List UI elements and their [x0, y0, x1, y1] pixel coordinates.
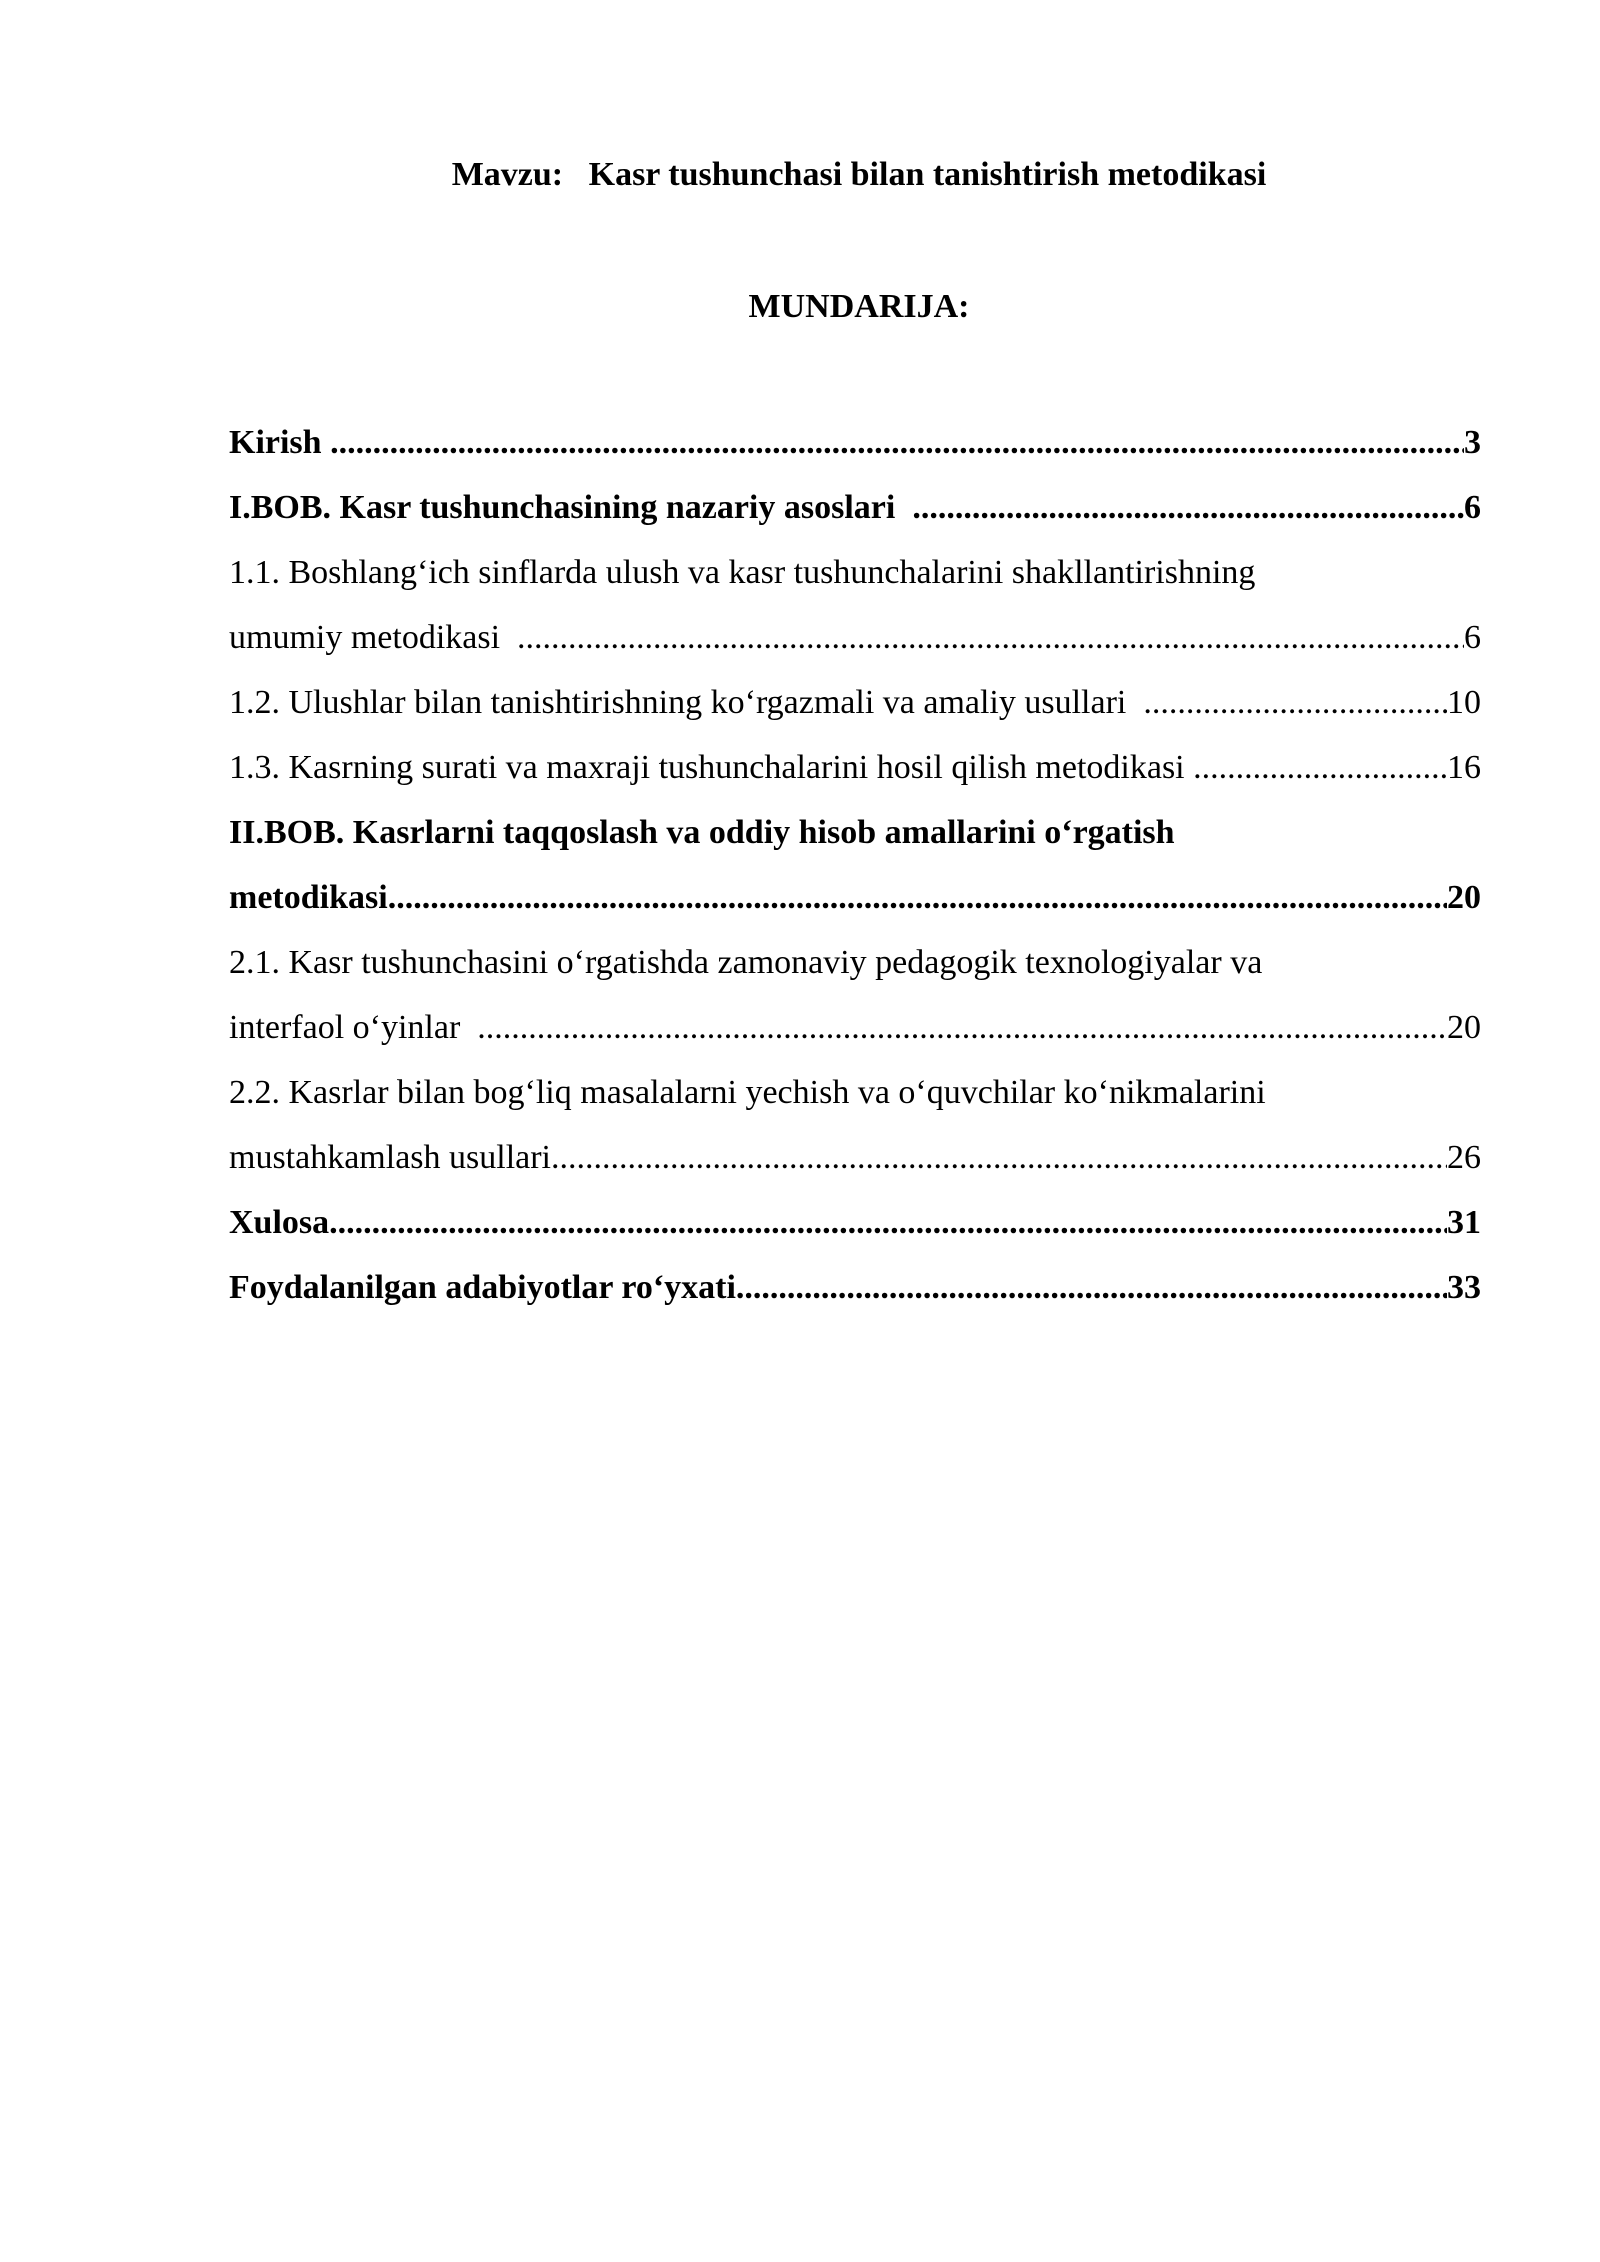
topic-heading: Mavzu: Kasr tushunchasi bilan tanishtirish metodikasi: [451, 156, 1267, 193]
toc-page-number: 26: [1447, 1139, 1481, 1176]
toc-page-number: 31: [1447, 1204, 1481, 1241]
dot-leader: [330, 410, 1464, 475]
toc-entry-text: metodikasi: [229, 879, 388, 916]
toc-entry-text: umumiy metodikasi: [229, 619, 518, 656]
toc-page-number: 10: [1447, 684, 1481, 721]
toc-entry-1-1-line1: 1.1. Boshlang‘ich sinflarda ulush va kasr tushunchalarini shakllantirishning: [229, 554, 1256, 591]
dot-leader: [551, 1125, 1447, 1190]
toc-page-number: 16: [1447, 749, 1481, 786]
toc-title: MUNDARIJA:: [748, 288, 970, 325]
toc-entry-1-2: [229, 670, 1481, 735]
toc-entry-1-3: [229, 735, 1481, 800]
toc-entry-bob2: [229, 865, 1481, 930]
toc-entry-text: Xulosa: [229, 1204, 330, 1241]
toc-entry-text: 1.3. Kasrning surati va maxraji tushunchalarini hosil qilish metodikasi: [229, 749, 1194, 786]
toc-page-number: 3: [1464, 424, 1481, 461]
toc-entry-2-2: [229, 1125, 1481, 1190]
dot-leader: [1143, 670, 1447, 735]
toc-entry-bob1: [229, 475, 1481, 540]
toc-page-number: 33: [1447, 1269, 1481, 1306]
toc-entry-text: 1.2. Ulushlar bilan tanishtirishning ko‘rgazmali va amaliy usullari: [229, 684, 1144, 721]
toc-entry-2-1-line1: 2.1. Kasr tushunchasini o‘rgatishda zamonaviy pedagogik texnologiyalar va: [229, 944, 1263, 981]
toc-entry-text: I.BOB. Kasr tushunchasining nazariy asoslari: [229, 489, 913, 526]
toc-entry-text: mustahkamlash usullari: [229, 1139, 552, 1176]
toc-entry-text: Foydalanilgan adabiyotlar ro‘yxati: [229, 1269, 736, 1306]
dot-leader: [477, 995, 1447, 1060]
toc-entry-bob2-line1: II.BOB. Kasrlarni taqqoslash va oddiy hisob amallarini o‘rgatish: [229, 814, 1175, 851]
toc-page-number: 6: [1464, 619, 1481, 656]
toc-page-number: 6: [1464, 489, 1481, 526]
toc-entry-xulosa: [229, 1190, 1481, 1255]
dot-leader: [388, 865, 1447, 930]
table-of-contents: [229, 410, 1481, 1320]
toc-page-number: 20: [1447, 1009, 1481, 1046]
toc-page-number: 20: [1447, 879, 1481, 916]
toc-entry-kirish: [229, 410, 1481, 475]
toc-entry-2-2-line1: 2.2. Kasrlar bilan bog‘liq masalalarni yechish va o‘quvchilar ko‘nikmalarini: [229, 1074, 1266, 1111]
dot-leader: [736, 1255, 1447, 1320]
toc-entry-adabiyotlar: [229, 1255, 1481, 1320]
dot-leader: [1193, 735, 1447, 800]
toc-entry-text: Kirish: [229, 424, 331, 461]
toc-entry-text: interfaol o‘yinlar: [229, 1009, 478, 1046]
dot-leader: [329, 1190, 1447, 1255]
dot-leader: [912, 475, 1464, 540]
toc-entry-2-1: [229, 995, 1481, 1060]
dot-leader: [517, 605, 1464, 670]
toc-entry-1-1: [229, 605, 1481, 670]
